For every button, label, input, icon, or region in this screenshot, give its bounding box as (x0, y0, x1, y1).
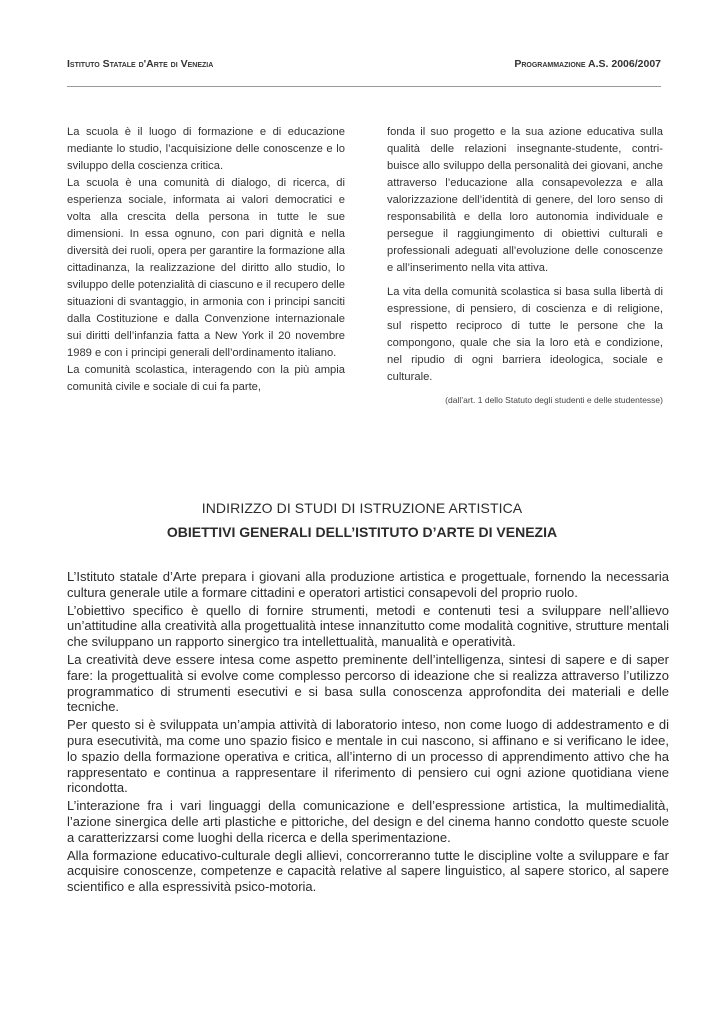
body-paragraph: L’obiettivo specifico è quello di fornire strumenti, metodi e contenuti tesi a sviluppare nell’allievo un’attitudine alla creatività alla progettualità intese innanzitutto come modalità cognitive, strutture mentali che sviluppano un rapporto sinergico tra intellettualità, manualità e operatività. (67, 602, 669, 650)
body-paragraph: Alla formazione educativo-culturale degli allievi, concorreranno tutte le discipline volte a sviluppare e far acquisire conoscenze, competenze e capacità relative al sapere linguistico, al sapere storico, al sapere scientifico e alla espressività psico-motoria. (67, 847, 669, 895)
statute-left-column (67, 124, 345, 396)
statute-paragraph: La comunità scolastica, interagendo con la più ampia comunità civile e sociale di cui fa parte, (67, 364, 345, 393)
statute-paragraph: La vita della comunità scolastica si basa sulla libertà di espressione, di pensiero, di coscienza e di religione, sul rispetto reciproco di tutte le persone che la compongono, quale che sia la loro età e condizione, nel ripudio di ogni barriera ideologica, sociale e culturale. (387, 286, 663, 383)
section-subtitle: OBIETTIVI GENERALI DELL’ISTITUTO D’ARTE DI VENEZIA (166, 524, 558, 540)
body-paragraph: Per questo si è sviluppata un’ampia attività di laboratorio inteso, non come luogo di addestramento e di pura esecutività, ma come uno spazio fisico e mentale in cui nascono, si affinano e si verificano le idee, lo spazio della formazione operativa e critica, all’interno di un processo di apprendimento attivo che ha rappresentato e continua a rappresentare il riferimento di pensiero cui ogni azione quotidiana viene ricondotta. (67, 717, 669, 796)
statute-paragraph: La scuola è una comunità di dialogo, di ricerca, di esperienza sociale, informata ai valori democratici e volta alla crescita della persona in tutte le sue dimensioni. In essa ognuno, con pari dignità e nella diversità dei ruoli, opera per garantire la formazione alla cittadinanza, la realizzazione del diritto allo studio, lo sviluppo delle potenzialità di ciascuno e il recupero delle situazioni di svantaggio, in armonia con i principi sanciti dalla Costituzione e dalla Convenzione internazionale sui diritti dell’infanzia fatta a New York il 20 novembre 1989 e con i principi generali dell’ordinamento italiano. (67, 177, 345, 359)
statute-citation: (dall’art. 1 dello Statuto degli studenti e delle studentesse) (445, 395, 663, 405)
statute-right-column (387, 124, 663, 406)
section-title: INDIRIZZO DI STUDI DI ISTRUZIONE ARTISTICA (201, 500, 523, 516)
objectives-body (67, 569, 669, 897)
header-programme-year: Programmazione A.S. 2006/2007 (514, 58, 661, 70)
body-paragraph: L’interazione fra i vari linguaggi della comunicazione e dell’espressione artistica, la multimedialità, l’azione sinergica delle arti plastiche e pittoriche, del design e del cinema hanno condotto queste scuole a caratterizzarsi come luoghi della ricerca e della sperimentazione. (67, 798, 669, 845)
statute-paragraph: fonda il suo progetto e la sua azione educativa sulla qualità delle relazioni insegnante-studente, contri-buisce allo sviluppo della personalità dei giovani, anche attraverso l’educazione alla consapevolezza e alla valorizzazione dell’identità di genere, del loro senso di responsabilità e della loro autonomia individuale e persegue il raggiungimento di obiettivi culturali e professionali adeguati all’evoluzione delle conoscenze e all’inserimento nella vita attiva. (387, 126, 663, 274)
body-paragraph: L’Istituto statale d’Arte prepara i giovani alla produzione artistica e progettuale, fornendo la necessaria cultura generale utile a formare cittadini e operatori artistici consapevoli del proprio ruolo. (67, 569, 669, 600)
header-divider (67, 86, 661, 87)
body-paragraph: La creatività deve essere intesa come aspetto preminente dell’intelligenza, sintesi di sapere e di saper fare: la progettualità si evolve come complesso percorso di ideazione che si realizza attraverso l’utilizzo programmatico di strumenti esecutivi e si basa sulla conoscenza approfondita dei materiali e delle tecniche. (67, 651, 669, 715)
page-header (67, 58, 661, 74)
header-school-name: Istituto Statale d'Arte di Venezia (67, 58, 214, 70)
statute-paragraph: La scuola è il luogo di formazione e di educazione mediante lo studio, l’acquisizione delle conoscenze e lo sviluppo della coscienza critica. (67, 126, 345, 172)
